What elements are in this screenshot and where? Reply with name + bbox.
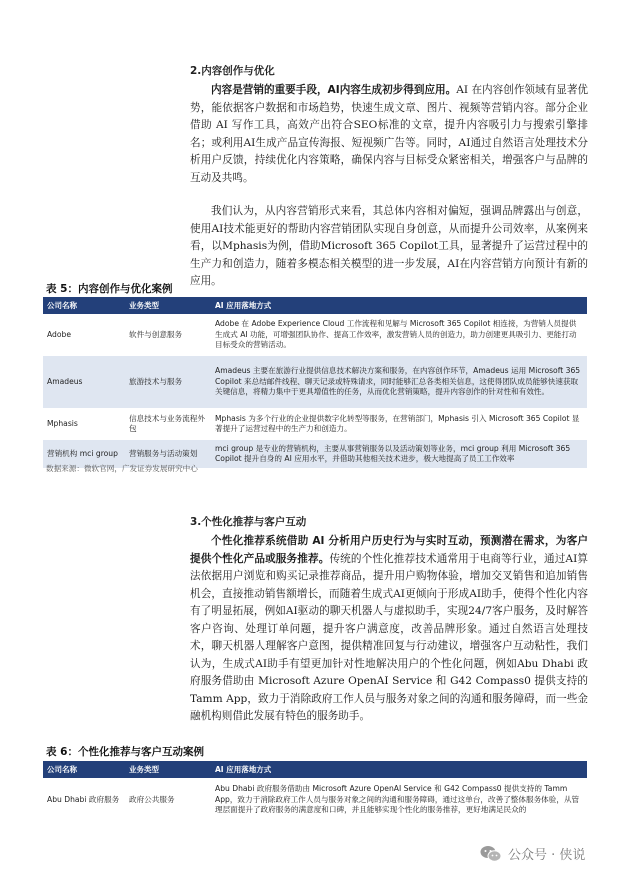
application-cell: Amadeus 主要在旅游行业提供信息技术解决方案和服务，在内容创作环节，Amadeus 运用 Microsoft 365 Copilot 来总结邮件线程、聊天记录或特殊请求，同时能够汇总各类相关信息，这使得团队成员能够快速获取关键信息，将精力集中于更具增值性的任务，从而优化营销策略，提升内容创作的针对性和有效性。 — [211, 356, 587, 408]
type-cell: 信息技术与业务流程外包 — [125, 408, 211, 440]
type-cell: 政府公共服务 — [125, 778, 211, 822]
company-cell: Mphasis — [43, 408, 125, 440]
table5-header-row — [43, 297, 587, 314]
table-row — [43, 408, 587, 440]
content-creation-lead: 内容是营销的重要手段，AI内容生成初步得到应用。 — [211, 84, 457, 96]
personalization-paragraph — [190, 533, 588, 726]
opinion-paragraph: 我们认为，从内容营销形式来看，其总体内容相对偏短，强调品牌露出与创意，使用AI技术能更好的帮助内容营销团队实现自身创意，从而提升公司效率，从案例来看，以Mphasis为例，借助Microsoft 365 Copilot工具，显著提升了运营过程中的生产力和创造力，随着多模态相关模型的进一步发展，AI在内容营销方向预计有新的应用。 — [190, 205, 588, 287]
table6-header-company: 公司名称 — [43, 761, 125, 778]
wechat-icon — [480, 845, 502, 863]
table6-header-application: AI 应用落地方式 — [211, 761, 587, 778]
type-cell: 旅游技术与服务 — [125, 356, 211, 408]
type-cell: 营销服务与活动策划 — [125, 440, 211, 468]
company-cell: Adobe — [43, 314, 125, 356]
section-heading-personalization: 3.个性化推荐与客户互动 — [190, 516, 307, 528]
personalization-body: 传统的个性化推荐技术通常用于电商等行业，通过AI算法依据用户浏览和购买记录推荐商品，提升用户购物体验，增加交叉销售和追加销售机会，直接推动销售额增长，而随着生成式AI更倾向于形成AI助手，使得个性化内容有了明显拓展，例如AI驱动的聊天机器人与虚拟助手，实现24/7客户服务，及时解答客户咨询、处理订单问题，提升客户满意度，改善品牌形象。通过自然语言处理技术，聊天机器人理解客户意图，提供精准回复与行动建议，增强客户互动粘性，我们认为，生成式AI助手有望更加针对性地解决用户的个性化问题，例如Abu Dhabi 政府服务借助由 Microsoft Azure OpenAI Service 和 G42 Compass0 提供支持的 Tamm App，致力于消除政府工作人员与服务对象之间的沟通和服务障碍，而一些金融机构则借此发展有特色的服务助手。 — [190, 552, 588, 722]
watermark-text: 公众号 · 侠说 — [508, 848, 586, 863]
table-row — [43, 314, 587, 356]
table5-header-application: AI 应用落地方式 — [211, 297, 587, 314]
table6 — [43, 761, 587, 822]
table-row — [43, 356, 587, 408]
table6-header-type: 业务类型 — [125, 761, 211, 778]
application-cell: Abu Dhabi 政府服务借助由 Microsoft Azure OpenAI Service 和 G42 Compass0 提供支持的 Tamm App，致力于消除政府工作人员与服务对象之间的沟通和服务障碍，通过这单台，改善了整体服务体验，从管理层面提升了政府服务的满意度和口碑，并且能够实现个性化的服务推荐，更好地满足民众的 — [211, 778, 587, 822]
type-cell: 软件与创意服务 — [125, 314, 211, 356]
personalization-lead: 个性化推荐系统借助 AI 分析用户历史行为与实时互动，预测潜在需求，为客户提供个性化产品或服务推荐。 — [190, 535, 588, 565]
content-creation-body: AI 在内容创作领域有显著优势，能依据客户数据和市场趋势，快速生成文章、图片、视频等营销内容。部分企业借助 AI 写作工具，高效产出符合SEO标准的文章，提升内容吸引力与搜索引擎排名；或利用AI生成产品宣传海报、短视频广告等。同时，AI通过自然语言处理技术分析用户反馈，持续优化内容策略，确保内容与目标受众紧密相关，增强客户与品牌的互动及共鸣。 — [190, 84, 589, 184]
section-heading-content-creation: 2.内容创作与优化 — [190, 65, 275, 77]
application-cell: Mphasis 为多个行业的企业提供数字化转型等服务，在营销部门，Mphasis 引入 Microsoft 365 Copilot 显著提升了运营过程中的生产力和创造力。 — [211, 408, 587, 440]
company-cell: 营销机构 mci group — [43, 440, 125, 468]
table-row — [43, 778, 587, 822]
watermark — [480, 844, 585, 863]
table5-header-company: 公司名称 — [43, 297, 125, 314]
table5 — [43, 297, 587, 468]
source-note: 数据来源：微软官网，广发证券发展研究中心 — [46, 464, 198, 473]
application-cell: Adobe 在 Adobe Experience Cloud 工作流程和见解与 Microsoft 365 Copilot 相连接，为营销人员提供生成式 AI 功能，可增强团队协作、提高工作效率，激发营销人员的创造力，助力创建更具吸引力、更能打动目标受众的营销活动。 — [211, 314, 587, 356]
table5-caption: 表 5：内容创作与优化案例 — [46, 283, 173, 295]
content-creation-paragraph — [190, 82, 588, 187]
table5-header-type: 业务类型 — [125, 297, 211, 314]
company-cell: Amadeus — [43, 356, 125, 408]
company-cell: Abu Dhabi 政府服务 — [43, 778, 125, 822]
table6-header-row — [43, 761, 587, 778]
table6-caption: 表 6：个性化推荐与客户互动案例 — [46, 746, 204, 758]
application-cell: mci group 是专业的营销机构，主要从事营销服务以及活动策划等业务，mci group 利用 Microsoft 365 Copilot 提升自身的 AI 应用水平，并借助其他相关技术进步，极大地提高了员工工作效率 — [211, 440, 587, 468]
